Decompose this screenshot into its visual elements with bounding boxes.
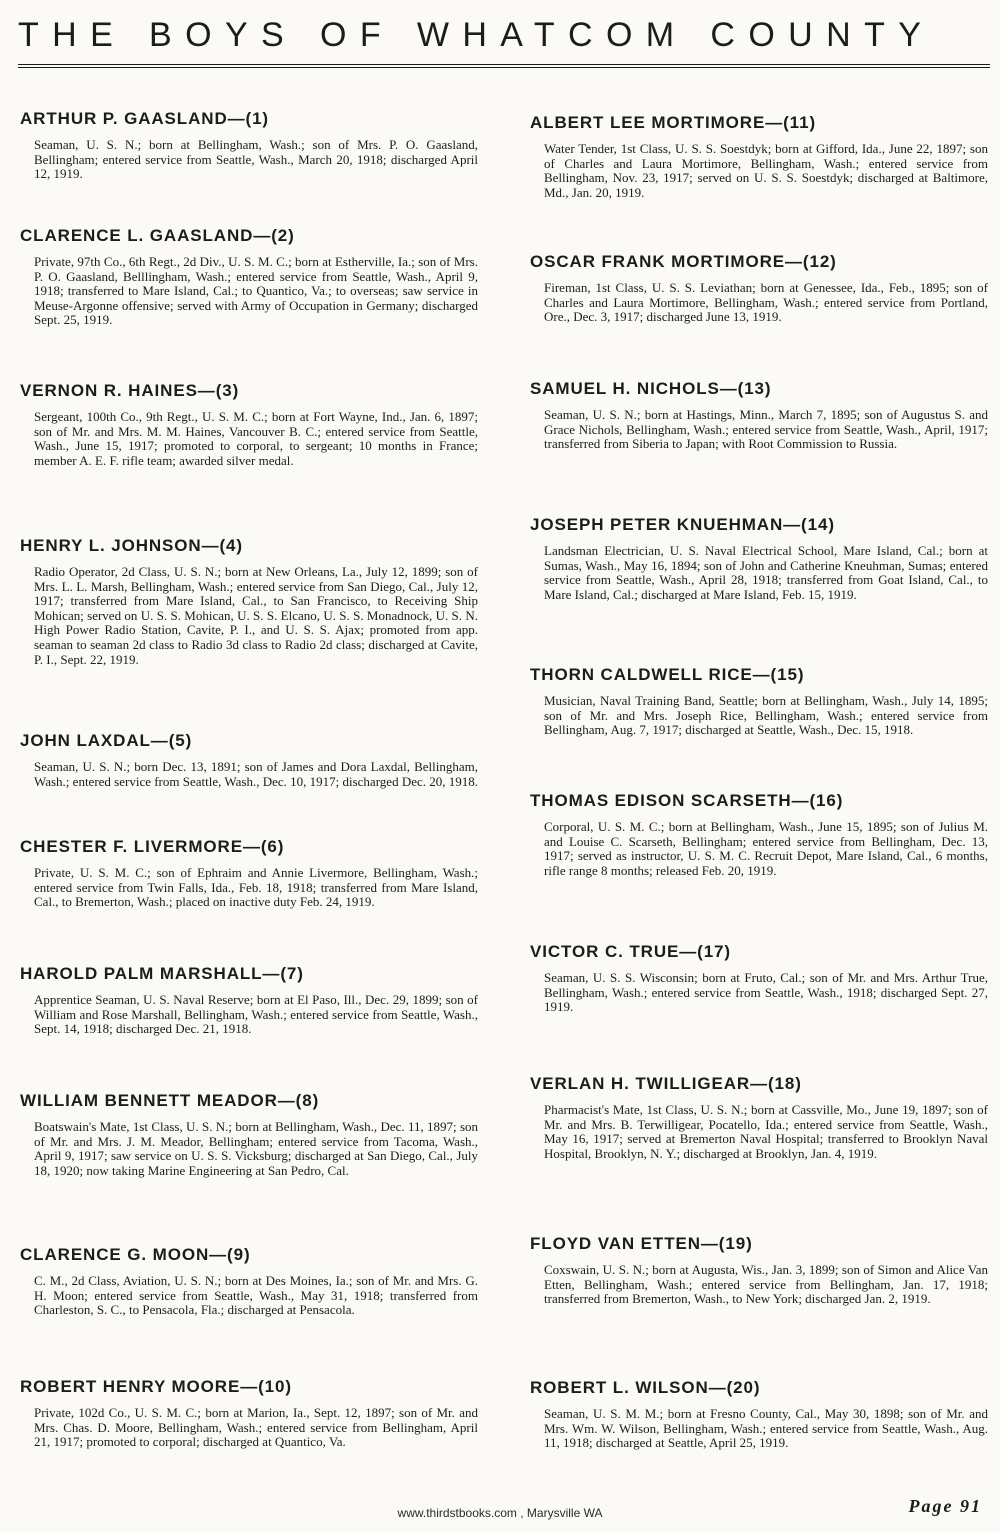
entry-bio: Corporal, U. S. M. C.; born at Bellingham, Wash., June 15, 1895; son of Julius M. and Louise C. Scarseth, Bellingham; entered service from Bellingham, Dec. 13, 1917; served as instructor, U. S. M. C. Recruit Depot, Mare Island, Cal., 6 months, rifle range 8 months; released Feb. 20, 1919.: [544, 819, 988, 878]
entry-bio: Private, 102d Co., U. S. M. C.; born at Marion, Ia., Sept. 12, 1897; son of Mr. and Mrs. Chas. D. Moore, Bellingham, Wash.; entered service from Bellingham, April 21, 1917; promoted to corporal; discharged at Quantico, Va.: [34, 1405, 478, 1450]
source-url: www.thirdstbooks.com , Marysville WA: [397, 1506, 603, 1520]
entry-name: CLARENCE L. GAASLAND—(2): [20, 226, 295, 245]
entry-name: ALBERT LEE MORTIMORE—(11): [530, 113, 817, 132]
entry-bio: Seaman, U. S. N.; born at Hastings, Minn., March 7, 1895; son of Augustus S. and Grace Nichols, Bellingham, Wash.; entered service from Seattle, Wash., April, 1917; transferred from Siberia to Japan; with Root Commission to Russia.: [544, 407, 988, 452]
roster-entry: [528, 514, 988, 602]
entry-name: THOMAS EDISON SCARSETH—(16): [530, 791, 844, 810]
entry-bio: Water Tender, 1st Class, U. S. S. Soestdyk; born at Gifford, Ida., June 22, 1897; son of Charles and Laura Mortimore, Bellingham, Wash.; entered service from Bellingham, Nov. 23, 1917; served on U. S. S. Soestdyk; discharged at Baltimore, Md., Jan. 20, 1919.: [544, 141, 988, 200]
entry-bio: Pharmacist's Mate, 1st Class, U. S. N.; born at Cassville, Mo., June 19, 1897; son of Mr. and Mrs. B. Terwilligear, Pocatello, Ida.; entered service from Seattle, Wash., May 16, 1917; served at Bremerton Naval Hospital; transferred to Brooklyn Naval Hospital, Brooklyn, N. Y.; discharged at Brooklyn, Jan. 4, 1919.: [544, 1102, 988, 1161]
entry-bio: Seaman, U. S. M. M.; born at Fresno County, Cal., May 30, 1898; son of Mr. and Mrs. Wm. W. Wilson, Bellingham, Wash.; entered service from Seattle, Wash., Aug. 11, 1918; discharged at Seattle, April 25, 1919.: [544, 1406, 988, 1451]
page-title: THE BOYS OF WHATCOM COUNTY: [18, 16, 935, 54]
roster-entry: [528, 1233, 988, 1307]
roster-entry: [528, 1073, 988, 1161]
roster-entry: [528, 378, 988, 452]
roster-entry: [18, 963, 478, 1037]
entry-name: CHESTER F. LIVERMORE—(6): [20, 837, 285, 856]
entry-bio: Private, 97th Co., 6th Regt., 2d Div., U. S. M. C.; born at Estherville, Ia.; son of Mrs. P. O. Gaasland, Belllingham, Wash.; entered service from Seattle, Wash., April 9, 1918; transferred to Mare Island, Cal.; to Quantico, Va.; to overseas; saw service in Meuse-Argonne offensive; served with Army of Occupation in Germany; discharged Sept. 25, 1919.: [34, 254, 478, 328]
page-header: [18, 10, 990, 68]
roster-entry: [18, 1090, 478, 1178]
entry-name: CLARENCE G. MOON—(9): [20, 1245, 251, 1264]
entry-name: HENRY L. JOHNSON—(4): [20, 536, 243, 555]
entry-bio: Seaman, U. S. N.; born at Bellingham, Wash.; son of Mrs. P. O. Gaasland, Bellingham; entered service from Seattle, Wash., March 20, 1918; discharged April 12, 1919.: [34, 137, 478, 182]
roster-entry: [18, 108, 478, 182]
entry-name: JOHN LAXDAL—(5): [20, 731, 193, 750]
entry-bio: Fireman, 1st Class, U. S. S. Leviathan; born at Genessee, Ida., Feb., 1895; son of Charles and Laura Mortimore, Bellingham, Wash.; entered service from Portland, Ore., Dec. 3, 1917; discharged June 13, 1919.: [544, 280, 988, 325]
roster-entry: [18, 225, 478, 328]
roster-entry: [528, 112, 988, 200]
entry-name: FLOYD VAN ETTEN—(19): [530, 1234, 753, 1253]
entry-name: ARTHUR P. GAASLAND—(1): [20, 109, 269, 128]
entry-bio: Sergeant, 100th Co., 9th Regt., U. S. M. C.; born at Fort Wayne, Ind., Jan. 6, 1897; son of Mr. and Mrs. M. M. Haines, Vancouver B. C.; entered service from Seattle, Wash., June 15, 1917; promoted to corporal, to sergeant; 10 months in France; member A. E. F. rifle team; awarded silver medal.: [34, 409, 478, 468]
entry-name: JOSEPH PETER KNUEHMAN—(14): [530, 515, 835, 534]
entry-name: THORN CALDWELL RICE—(15): [530, 665, 805, 684]
entry-bio: Seaman, U. S. S. Wisconsin; born at Fruto, Cal.; son of Mr. and Mrs. Arthur True, Bellingham, Wash.; entered service from Seattle, Wash., 1918; discharged Sept. 27, 1919.: [544, 970, 988, 1015]
entry-bio: Boatswain's Mate, 1st Class, U. S. N.; born at Bellingham, Wash., Dec. 11, 1897; son of Mr. and Mrs. J. M. Meador, Bellingham; entered service from Tacoma, Wash., April 9, 1917; saw service on U. S. S. Vicksburg; discharged at San Diego, Cal., July 18, 1920; now taking Marine Engineering at San Pedro, Cal.: [34, 1119, 478, 1178]
entry-name: VERLAN H. TWILLIGEAR—(18): [530, 1074, 802, 1093]
roster-entry: [18, 1376, 478, 1450]
roster-entry: [528, 1377, 988, 1451]
entry-name: VICTOR C. TRUE—(17): [530, 942, 731, 961]
entry-name: OSCAR FRANK MORTIMORE—(12): [530, 252, 837, 271]
entry-name: ROBERT HENRY MOORE—(10): [20, 1377, 292, 1396]
roster-entry: [18, 535, 478, 667]
roster-entry: [528, 790, 988, 878]
entry-bio: Coxswain, U. S. N.; born at Augusta, Wis., Jan. 3, 1899; son of Simon and Alice Van Etten, Bellingham, Wash.; entered service from Bellingham, Jan. 17, 1918; transferred from Bremerton, Wash., to New York; discharged Jan. 2, 1919.: [544, 1262, 988, 1307]
entry-bio: Private, U. S. M. C.; son of Ephraim and Annie Livermore, Bellingham, Wash.; entered service from Twin Falls, Ida., Feb. 18, 1918; transferred from Mare Island, Cal., to Bremerton, Wash.; placed on inactive duty Feb. 24, 1919.: [34, 865, 478, 910]
entry-bio: Musician, Naval Training Band, Seattle; born at Bellingham, Wash., July 14, 1895; son of Mr. and Mrs. Joseph Rice, Bellingham, Wash.; entered service from Bellingham, Aug. 7, 1917; discharged at Seattle, Wash., Dec. 15, 1918.: [544, 693, 988, 738]
entry-name: HAROLD PALM MARSHALL—(7): [20, 964, 304, 983]
entry-bio: C. M., 2d Class, Aviation, U. S. N.; born at Des Moines, Ia.; son of Mr. and Mrs. G. H. Moon; entered service from Seattle, Wash., May 31, 1918; transferred from Charleston, S. C., to Pensacola, Fla.; discharged at Pensacola.: [34, 1273, 478, 1318]
entry-bio: Seaman, U. S. N.; born Dec. 13, 1891; son of James and Dora Laxdal, Bellingham, Wash.; entered service from Seattle, Wash., Dec. 10, 1917; discharged Dec. 20, 1918.: [34, 759, 478, 789]
entry-bio: Apprentice Seaman, U. S. Naval Reserve; born at El Paso, Ill., Dec. 29, 1899; son of William and Rose Marshall, Bellingham, Wash.; entered service from Seattle, Wash., Sept. 14, 1918; discharged Dec. 21, 1918.: [34, 992, 478, 1037]
roster-entry: [18, 730, 478, 789]
entry-name: WILLIAM BENNETT MEADOR—(8): [20, 1091, 320, 1110]
entry-name: ROBERT L. WILSON—(20): [530, 1378, 761, 1397]
roster-entry: [528, 251, 988, 325]
page-number: Page 91: [908, 1496, 982, 1516]
entry-name: VERNON R. HAINES—(3): [20, 381, 240, 400]
roster-entry: [18, 1244, 478, 1318]
roster-entry: [528, 664, 988, 738]
roster-entry: [18, 380, 478, 468]
entry-bio: Radio Operator, 2d Class, U. S. N.; born at New Orleans, La., July 12, 1899; son of Mrs. L. L. Marsh, Bellingham, Wash.; entered service from San Diego, Cal., July 12, 1917; transferred from Mare Island, Cal., to San Francisco, to Receiving Ship Mohican; served on U. S. S. Mohican, U. S. S. Elcano, U. S. S. Monadnock, U. S. N. High Power Radio Station, Cavite, P. I., and U. S. S. Ajax; promoted from app. seaman to seaman 2d class to Radio 3d class to Radio 2d class; discharged at Cavite, P. I., Sept. 22, 1919.: [34, 564, 478, 667]
roster-entry: [528, 941, 988, 1015]
entry-name: SAMUEL H. NICHOLS—(13): [530, 379, 772, 398]
roster-entry: [18, 836, 478, 910]
entry-bio: Landsman Electrician, U. S. Naval Electrical School, Mare Island, Cal.; born at Sumas, Wash., May 16, 1894; son of John and Catherine Kneuhman, Sumas; entered service from Seattle, Wash., April 28, 1918; transferred from Goat Island, Cal., to Mare Island, Cal.; discharged at Mare Island, Feb. 15, 1919.: [544, 543, 988, 602]
